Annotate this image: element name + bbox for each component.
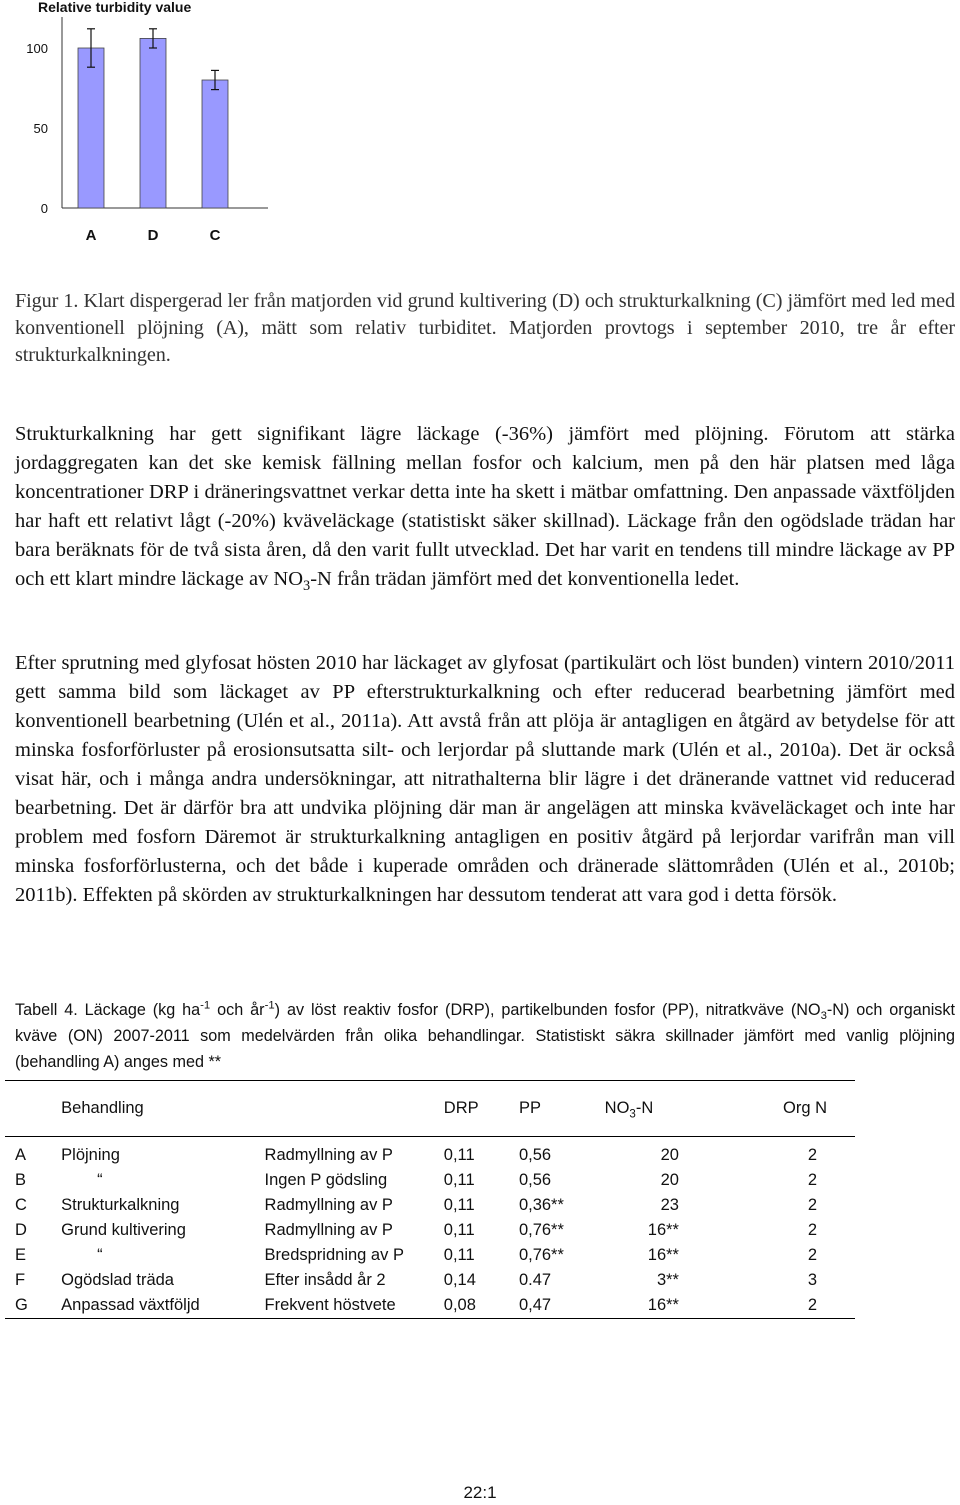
paragraph-text: -N från trädan jämfört med det konventionella ledet. [310, 568, 740, 590]
subscript: 3 [820, 1010, 827, 1023]
table-caption-text: ) av löst reaktiv fosfor (DRP), partikelbunden fosfor (PP), nitratkväve (NO [274, 1001, 821, 1019]
row-name: Grund kultivering [61, 1221, 186, 1239]
row-pp: 0,76** [518, 1246, 564, 1264]
row-name: “ [97, 1246, 103, 1264]
row-method: Radmyllning av P [264, 1221, 393, 1239]
table-row [5, 1168, 855, 1193]
row-drp: 0,11 [443, 1146, 475, 1164]
row-pp: 0,56 [518, 1171, 552, 1189]
row-no3: 16** [647, 1296, 679, 1314]
superscript: -1 [200, 999, 211, 1012]
row-method: Efter insådd år 2 [264, 1271, 386, 1289]
bar-D [140, 38, 166, 208]
row-name: Strukturkalkning [61, 1196, 180, 1214]
chart-title: Relative turbidity value [38, 0, 192, 15]
x-tick-label: A [85, 227, 97, 244]
table-caption-text: och år [210, 1001, 265, 1019]
row-orgn: 2 [807, 1296, 817, 1314]
row-name: Ogödslad träda [61, 1271, 174, 1289]
row-pp: 0,36** [518, 1196, 564, 1214]
paragraph-text: Strukturkalkning har gett signifikant lägre läckage (-36%) jämfört med plöjning. Förutom att stärka jordaggregaten kan det ske kemisk fällning mellan fosfor och kalcium, men på den här platsen med låga koncentrationer DRP i dräneringsvattnet verkar detta inte ha skett i mätbar omfattning. Den anpassade växtföljden har haft ett relativt lågt (-20%) kväveläckage (statistiskt säker skillnad). Läckage från den ogödslade trädan har bara beräknats för de två sista åren, då den varit fullt utvecklad. Det har varit en tendens till mindre läckage av PP och ett klart mindre läckage av NO [15, 423, 955, 590]
subscript: 3 [303, 578, 311, 595]
row-drp: 0,11 [443, 1196, 475, 1214]
paragraph-glyphosate: Efter sprutning med glyfosat hösten 2010 har läckaget av glyfosat (partikulärt och löst bunden) vintern 2010/2011 gett samma bild som läckaget av PP efterstrukturkalkning och efter reducerad bearbetning jämfört med konventionell bearbetning (Ulén et al., 2011a). Att avstå från att plöja är antagligen en åtgärd av betydelse för att minska fosforförluster på erosionsutsatta silt- och lerjordar på sluttande mark (Ulén et al., 2010a). Det är också visat här, och i många andra undersökningar, att nitrathalterna blir lägre i det dränerande vattnet vid reducerad bearbetning. Det är därför bra att undvika plöjning där man är angelägen att minska kväveläckaget och inte har problem med fosforn Däremot är strukturkalkning antagligen en positiv åtgärd på lerjordar varifrån man vill minska fosforförlusterna, och det både i kuperade områden och dränerade slättområden (Ulén et al., 2010b; 2011b). Effekten på skörden av strukturkalkningen har dessutom tenderat att vara god i detta försök. [15, 652, 955, 906]
page-number: 22:1 [463, 1483, 497, 1502]
x-tick-label: C [209, 227, 221, 244]
header-method [265, 1081, 444, 1137]
row-id: A [15, 1146, 27, 1164]
row-orgn: 2 [807, 1146, 817, 1164]
table-caption-text: -N) och organiskt kväve (ON) 2007-2011 som medelvärden från olika behandlingar. Statistiskt säkra skillnader jämfört med vanlig plöjning (behandling A) anges med ** [15, 1001, 955, 1071]
row-id: D [15, 1221, 27, 1239]
paragraph-structural-liming [15, 420, 955, 594]
header-no3-text: NO [604, 1099, 630, 1117]
table-row [5, 1293, 855, 1319]
figure-caption: Figur 1. Klart dispergerad ler från matjorden vid grund kultivering (D) och strukturkalkning (C) jämfört med led med konventionell plöjning (A), mätt som relativ turbiditet. Matjorden provtogs i september 2010, tre år efter strukturkalkningen. [15, 290, 955, 366]
header-no3 [605, 1081, 751, 1137]
row-id: B [15, 1171, 27, 1189]
row-method: Radmyllning av P [264, 1146, 393, 1164]
table-caption-text: Tabell 4. Läckage (kg ha [15, 1001, 201, 1019]
row-orgn: 2 [807, 1196, 817, 1214]
header-orgn: Org N [782, 1099, 827, 1117]
row-pp: 0.47 [518, 1271, 552, 1289]
row-id: G [15, 1296, 28, 1314]
row-pp: 0,76** [518, 1221, 564, 1239]
header-drp: DRP [443, 1099, 479, 1117]
row-pp: 0,56 [518, 1146, 552, 1164]
header-pp: PP [518, 1099, 541, 1117]
row-id: C [15, 1196, 27, 1214]
row-drp: 0,11 [443, 1246, 475, 1264]
table-row [5, 1137, 855, 1169]
row-drp: 0,08 [443, 1296, 476, 1314]
row-method: Ingen P gödsling [264, 1171, 388, 1189]
row-name: “ [97, 1171, 103, 1189]
bar-C [202, 80, 228, 208]
table-caption [15, 997, 955, 1075]
row-drp: 0,11 [443, 1171, 475, 1189]
y-tick-label: 100 [26, 41, 48, 56]
row-no3: 20 [660, 1171, 679, 1189]
table-header-row [5, 1081, 855, 1137]
turbidity-chart [0, 0, 300, 250]
row-id: F [15, 1271, 26, 1289]
row-orgn: 2 [807, 1221, 817, 1239]
row-method: Frekvent höstvete [264, 1296, 396, 1314]
header-behandling: Behandling [61, 1099, 144, 1117]
row-orgn: 3 [807, 1271, 817, 1289]
header-no3-text: -N [635, 1099, 654, 1117]
y-tick-label: 0 [40, 201, 48, 216]
row-orgn: 2 [807, 1246, 817, 1264]
row-orgn: 2 [807, 1171, 817, 1189]
subscript: 3 [629, 1108, 636, 1121]
row-no3: 3** [656, 1271, 679, 1289]
table-row [5, 1268, 855, 1293]
table-row [5, 1218, 855, 1243]
header-id [5, 1081, 61, 1137]
superscript: -1 [264, 999, 275, 1012]
table-row [5, 1243, 855, 1268]
row-drp: 0,11 [443, 1221, 475, 1239]
row-drp: 0,14 [443, 1271, 476, 1289]
leaching-table [5, 1080, 855, 1319]
bar-A [78, 48, 104, 208]
y-tick-label: 50 [33, 121, 48, 136]
row-name: Anpassad växtföljd [61, 1296, 200, 1314]
x-tick-label: D [147, 227, 159, 244]
row-method: Radmyllning av P [264, 1196, 393, 1214]
row-no3: 20 [660, 1146, 679, 1164]
row-method: Bredspridning av P [264, 1246, 404, 1264]
row-id: E [15, 1246, 27, 1264]
row-pp: 0,47 [518, 1296, 552, 1314]
table-row [5, 1193, 855, 1218]
row-name: Plöjning [61, 1146, 120, 1164]
row-no3: 23 [660, 1196, 679, 1214]
row-no3: 16** [647, 1246, 679, 1264]
row-no3: 16** [647, 1221, 679, 1239]
